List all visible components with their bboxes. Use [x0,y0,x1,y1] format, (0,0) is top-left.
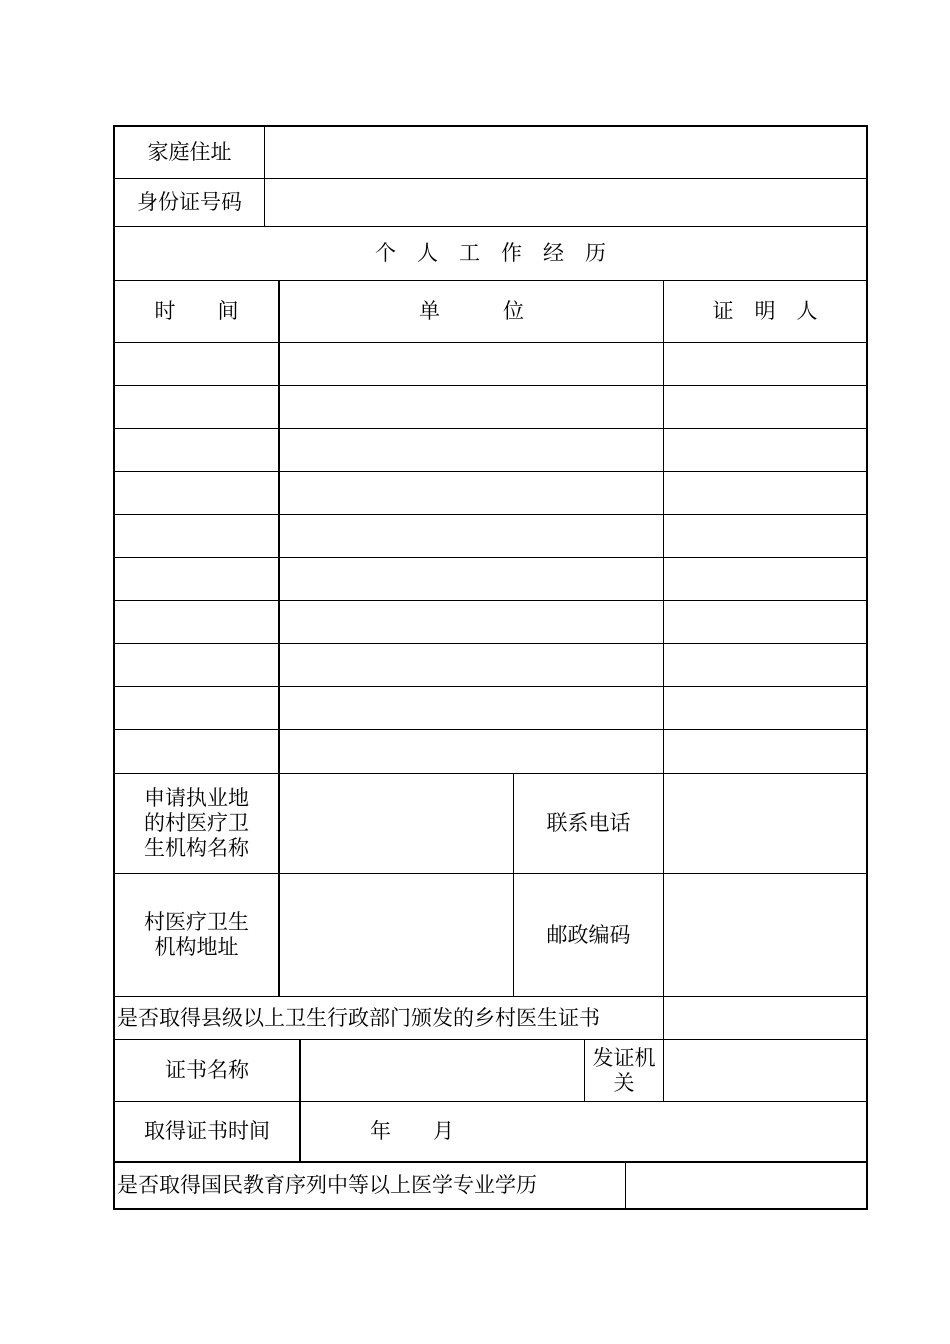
home-address-label: 家庭住址 [147,140,232,164]
work-unit-cell[interactable] [280,601,663,643]
work-witness-cell[interactable] [664,558,866,600]
work-unit-cell[interactable] [280,386,663,428]
cert-time-label: 取得证书时间 [144,1119,270,1143]
work-witness-cell[interactable] [664,472,866,514]
work-time-cell[interactable] [115,687,278,729]
issuing-authority-field[interactable] [664,1040,866,1101]
work-time-cell[interactable] [115,515,278,557]
id-number-label: 身份证号码 [137,190,242,214]
time-column-header: 时 间 [154,299,239,323]
work-history-title: 个 人 工 作 经 历 [375,241,606,265]
work-witness-cell[interactable] [664,386,866,428]
work-witness-cell[interactable] [664,429,866,471]
postcode-field[interactable] [664,874,866,996]
institution-name-label: 申请执业地 的村医疗卫 生机构名称 [144,786,249,860]
education-answer[interactable] [626,1163,866,1208]
institution-address-field[interactable] [280,874,513,996]
home-address-field[interactable] [265,127,866,178]
application-form-table [113,125,868,1210]
work-time-cell[interactable] [115,644,278,686]
phone-label: 联系电话 [546,811,631,835]
work-witness-cell[interactable] [664,601,866,643]
cert-time-field[interactable]: 年 月 [370,1119,454,1143]
work-unit-cell[interactable] [280,558,663,600]
phone-field[interactable] [664,774,866,873]
work-witness-cell[interactable] [664,644,866,686]
cert-name-label: 证书名称 [165,1058,249,1082]
witness-column-header: 证 明 人 [712,299,818,323]
work-time-cell[interactable] [115,601,278,643]
work-time-cell[interactable] [115,343,278,385]
work-witness-cell[interactable] [664,343,866,385]
work-unit-cell[interactable] [280,687,663,729]
work-time-cell[interactable] [115,558,278,600]
postcode-label: 邮政编码 [546,922,631,947]
institution-name-field[interactable] [280,774,513,873]
education-question: 是否取得国民教育序列中等以上医学专业学历 [117,1173,537,1197]
work-unit-cell[interactable] [280,730,663,772]
work-unit-cell[interactable] [280,515,663,557]
work-witness-cell[interactable] [664,515,866,557]
issuing-authority-label: 发证机 关 [592,1045,656,1095]
work-time-cell[interactable] [115,429,278,471]
work-time-cell[interactable] [115,472,278,514]
work-unit-cell[interactable] [280,472,663,514]
work-witness-cell[interactable] [664,687,866,729]
rural-doctor-cert-question: 是否取得县级以上卫生行政部门颁发的乡村医生证书 [117,1005,600,1030]
work-witness-cell[interactable] [664,730,866,772]
institution-address-label: 村医疗卫生 机构地址 [144,910,249,959]
work-time-cell[interactable] [115,386,278,428]
work-unit-cell[interactable] [280,644,663,686]
id-number-field[interactable] [265,179,866,226]
unit-column-header: 单 位 [419,299,524,323]
rural-doctor-cert-answer[interactable] [664,997,866,1039]
work-time-cell[interactable] [115,730,278,772]
work-unit-cell[interactable] [280,343,663,385]
cert-name-field[interactable] [301,1040,584,1101]
work-unit-cell[interactable] [280,429,663,471]
